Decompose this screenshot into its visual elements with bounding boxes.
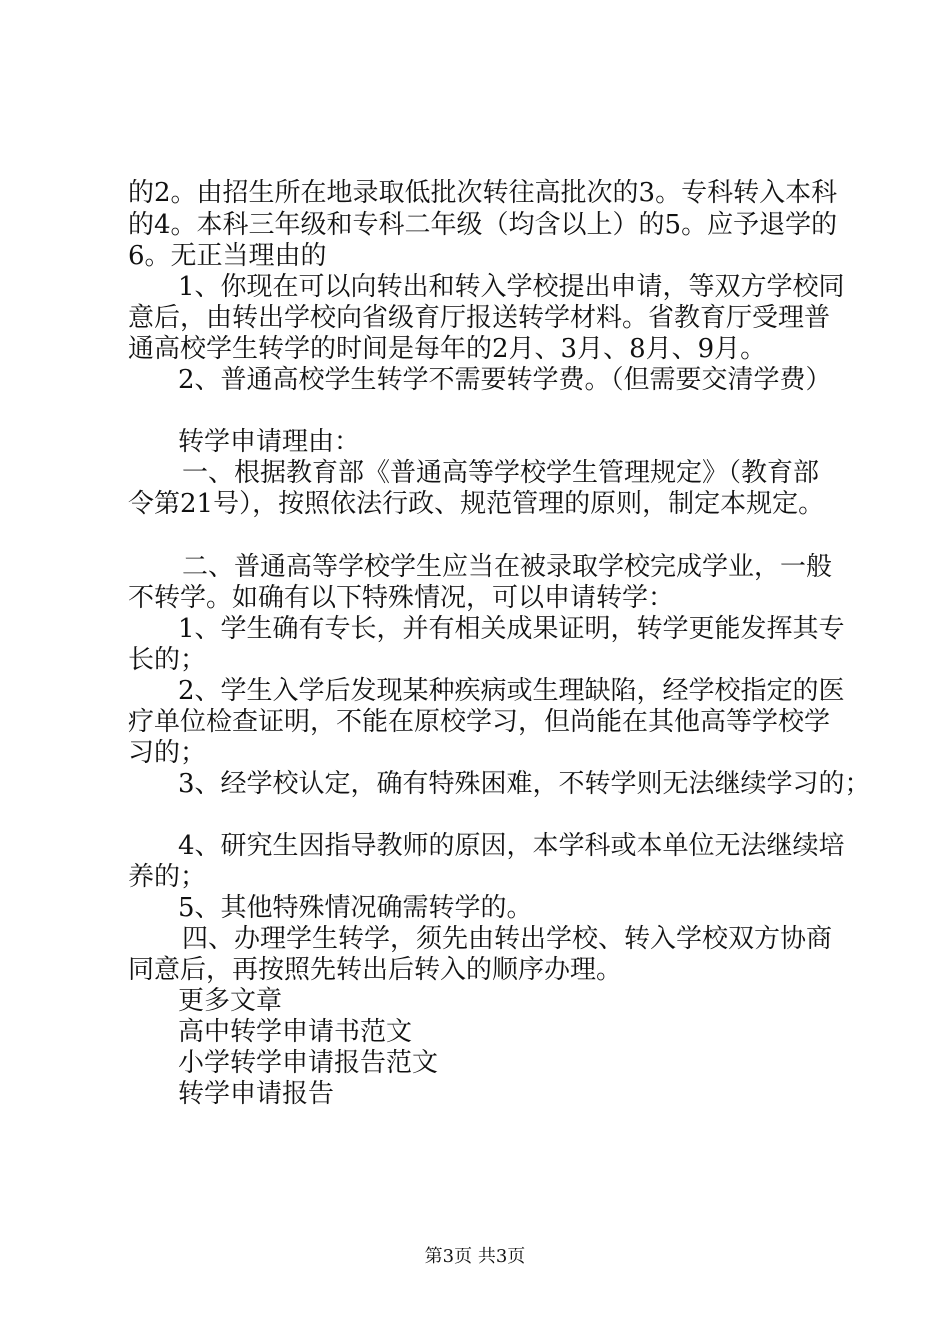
- text-line: 二、普通高等学校学生应当在被录取学校完成学业，一般: [182, 552, 833, 582]
- text-line: 同意后，再按照先转出后转入的顺序办理。: [128, 955, 623, 985]
- text-line: 6。无正当理由的: [128, 241, 327, 271]
- section-heading: 转学申请理由：: [178, 427, 361, 457]
- text-line: 疗单位检查证明，不能在原校学习，但尚能在其他高等学校学: [128, 707, 831, 737]
- text-line: 5、其他特殊情况确需转学的。: [178, 893, 533, 923]
- text-line: 3、经学校认定，确有特殊困难，不转学则无法继续学习的；: [178, 769, 871, 799]
- text-line: 意后，由转出学校向省级育厅报送转学材料。省教育厅受理普: [128, 303, 831, 333]
- related-article-link[interactable]: 高中转学申请书范文: [178, 1017, 413, 1047]
- text-line: 1、学生确有专长，并有相关成果证明，转学更能发挥其专: [178, 614, 845, 644]
- text-line: 养的；: [128, 862, 207, 892]
- related-article-link[interactable]: 小学转学申请报告范文: [178, 1048, 439, 1078]
- text-line: 长的；: [128, 645, 207, 675]
- text-line: 习的；: [128, 738, 207, 768]
- page-number-footer: 第3页 共3页: [424, 1246, 526, 1267]
- more-articles-label: 更多文章: [178, 986, 283, 1016]
- text-line: 的2。由招生所在地录取低批次转往高批次的3。专科转入本科: [128, 178, 838, 208]
- text-line: 4、研究生因指导教师的原因，本学科或本单位无法继续培: [178, 831, 845, 861]
- text-line: 令第21号），按照依法行政、规范管理的原则，制定本规定。: [128, 489, 825, 519]
- text-line: 一、根据教育部《普通高等学校学生管理规定》（教育部: [182, 458, 820, 488]
- text-line: 四、办理学生转学，须先由转出学校、转入学校双方协商: [182, 924, 833, 954]
- text-line: 不转学。如确有以下特殊情况，可以申请转学：: [128, 583, 675, 613]
- text-line: 2、普通高校学生转学不需要转学费。（但需要交清学费）: [178, 365, 832, 395]
- text-line: 2、学生入学后发现某种疾病或生理缺陷，经学校指定的医: [178, 676, 845, 706]
- related-article-link[interactable]: 转学申请报告: [178, 1079, 335, 1109]
- text-line: 1、你现在可以向转出和转入学校提出申请，等双方学校同: [178, 272, 845, 302]
- text-line: 的4。本科三年级和专科二年级（均含以上）的5。应予退学的: [128, 210, 838, 240]
- text-line: 通高校学生转学的时间是每年的2月、3月、8月、9月。: [128, 334, 767, 364]
